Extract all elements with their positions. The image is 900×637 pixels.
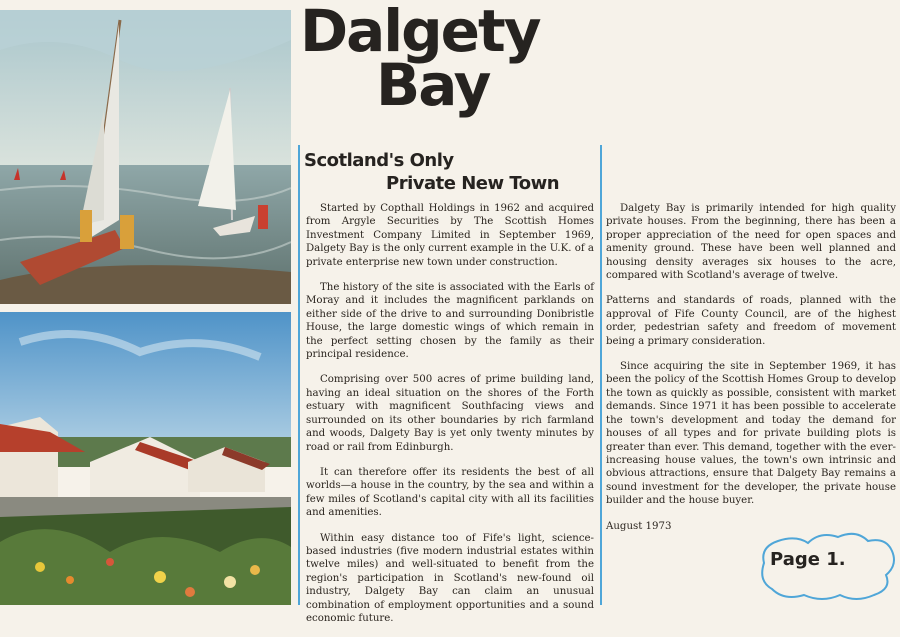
column-divider-left: [298, 145, 300, 605]
column-divider-middle: [600, 145, 602, 605]
paragraph: Since acquiring the site in September 1969, it has been the policy of the Scottish Homes Group to develop the town as quickly as possible, consistent with market demands. Since 1971 it has been possible to accelerate the town's development and today the demand for houses of all types and for private building plots is greater than ever. This demand, together with the ever-increasing house values, the town's own intrinsic and obvious attractions, ensure that Dalgety Bay remains a sound investment for the developer, the private house builder and the house buyer.: [606, 361, 896, 507]
title-line-1: Dalgety: [300, 0, 540, 65]
subtitle-line-1: Scotland's Only: [304, 150, 454, 171]
paragraph: Comprising over 500 acres of prime building land, having an ideal situation on the shores of the Forth estuary with magnificent Southfacing views and surrounded on its other boundaries by rich farmland and woods, Dalgety Bay is yet only twenty minutes by road or rail from Edinburgh.: [306, 374, 594, 453]
left-column: [306, 202, 594, 637]
houses-photo: [0, 312, 291, 605]
title-line-2: Bay: [376, 51, 490, 119]
paragraph: The history of the site is associated with the Earls of Moray and it includes the magnificent parklands on either side of the drive to and surrounding Donibristle House, the large domestic wings of which remain in the perfect setting chosen by the family as their principal residence.: [306, 282, 594, 361]
date-line: August 1973: [606, 520, 672, 532]
paragraph: Patterns and standards of roads, planned with the approval of Fife County Council, are of the highest order, pedestrian safety and freedom of movement being a primary consideration.: [606, 295, 896, 347]
page-label: Page 1.: [770, 549, 846, 570]
paragraph: Within easy distance too of Fife's light, science-based industries (five modern industrial estates within twelve miles) and well-situated to benefit from the region's participation in Scotland's new-found oil industry, Dalgety Bay can claim an unusual combination of employment opportunities and a sound economic future.: [306, 532, 594, 624]
sailing-photo: [0, 10, 291, 304]
paragraph: It can therefore offer its residents the best of all worlds—a house in the country, by the sea and within a few miles of Scotland's capital city with all its facilities and amenities.: [306, 466, 594, 519]
page-number-badge: [756, 525, 900, 605]
subtitle-line-2: Private New Town: [386, 173, 560, 194]
right-column: [606, 202, 896, 545]
paragraph: Dalgety Bay is primarily intended for high quality private houses. From the beginning, there has been a proper appreciation of the need for open spaces and amenity ground. These have been well planned and housing density averages six houses to the acre, compared with Scotland's average of twelve.: [606, 203, 896, 282]
paragraph: Started by Copthall Holdings in 1962 and acquired from Argyle Securities by The Scottish Homes Investment Company Limited in September 1969, Dalgety Bay is the only current example in the U.K. of a private enterprise new town under construction.: [306, 203, 594, 268]
